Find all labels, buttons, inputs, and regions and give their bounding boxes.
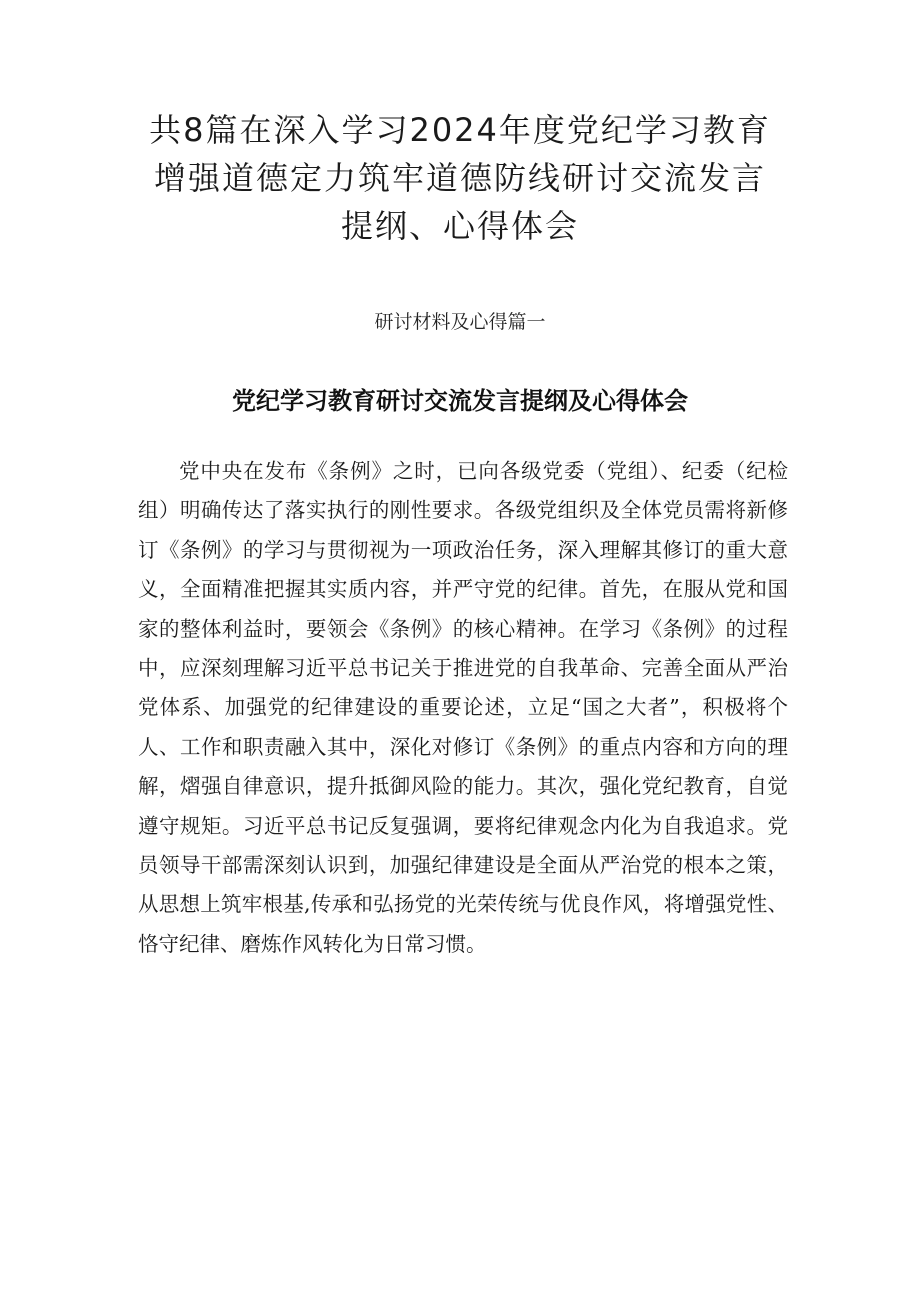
title-line-3: 提纲、心得体会 — [340, 207, 579, 245]
body-paragraph: 党中央在发布《条例》之时，已向各级党委（党组）、纪委（纪检组）明确传达了落实执行的刚性要求。各级党组织及全体党员需将新修订《条例》的学习与贯彻视为一项政治任务，深入理解其修订的重大意义，全面精准把握其实质内容，并严守党的纪律。首先，在服从党和国家的整体利益时，要领会《条例》的核心精神。在学习《条例》的过程中，应深刻理解习近平总书记关于推进党的自我革命、完善全面从严治党体系、加强党的纪律建设的重要论述，立足“国之大者”，积极将个人、工作和职责融入其中，深化对修订《条例》的重点内容和方向的理解，熠强自律意识，提升抵御风险的能力。其次，强化党纪教育，自觉遵守规矩。习近平总书记反复强调，要将纪律观念内化为自我追求。党员领导干部需深刻认识到，加强纪律建设是全面从严治党的根本之策，从思想上筑牢根基,传承和弘扬党的光荣传统与优良作风，将增强党性、恪守纪律、磨炼作风转化为日常习惯。 — [138, 459, 788, 956]
document-title — [80, 106, 840, 250]
title-line-1: 共8篇在深入学习2024年度党纪学习教育 — [149, 111, 771, 149]
title-line-2: 增强道德定力筑牢道德防线研讨交流发言 — [153, 159, 766, 197]
section-subtitle: 研讨材料及心得篇一 — [374, 311, 546, 333]
article-title: 党纪学习教育研讨交流发言提纲及心得体会 — [232, 387, 688, 415]
